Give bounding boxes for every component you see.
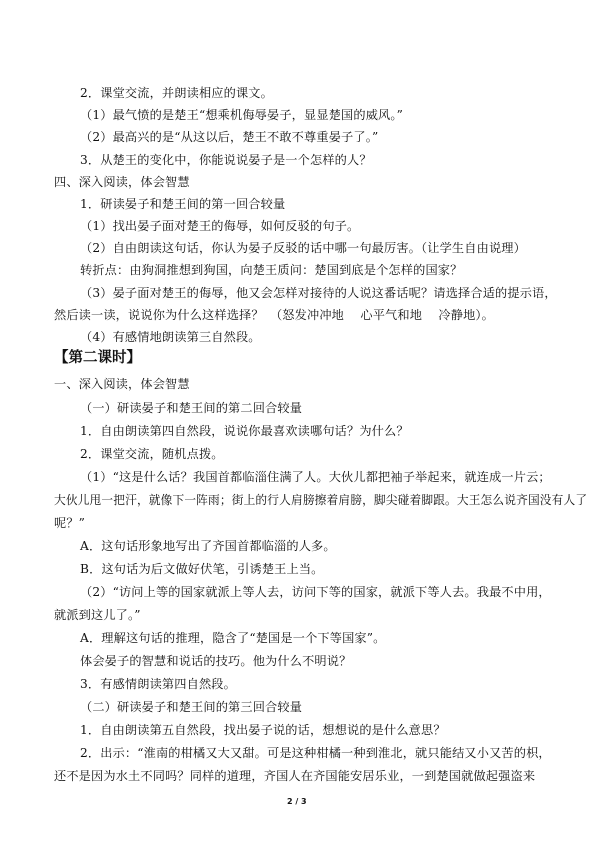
section-heading: 四、深入阅读，体会智慧 (54, 175, 190, 189)
text-line: B．这句话为后文做好伏笔，引诱楚王上当。 (80, 562, 324, 576)
text-line: （1）“这是什么话？我国首都临淄住满了人。大伙儿都把袖子举起来，就连成一片云； (80, 470, 551, 484)
text-line: （1）找出晏子面对楚王的侮辱，如何反驳的句子。 (80, 219, 360, 233)
text-line: 体会晏子的智慧和说话的技巧。他为什么不明说？ (80, 654, 352, 668)
text-line: 还不是因为水土不同吗？同样的道理，齐国人在齐国能安居乐业，一到楚国就做起强盗来 (54, 769, 536, 783)
text-line: （4）有感情地朗读第三自然段。 (80, 330, 261, 344)
text-line: 呢？” (54, 516, 86, 530)
text-line: 然后读一读，说说你为什么这样选择？ （怒发冲冲地 心平气和地 冷静地）。 (54, 308, 494, 322)
section-heading: 一、深入阅读，体会智慧 (54, 377, 190, 391)
text-line: 2．课堂交流，随机点拨。 (80, 447, 224, 461)
text-line: 3．从楚王的变化中，你能说说晏子是一个怎样的人？ (80, 153, 372, 167)
text-line: 1．研读晏子和楚王间的第一回合较量 (80, 197, 286, 211)
text-line: （3）晏子面对楚王的侮辱，他又会怎样对接待的人说这番话呢？请选择合适的提示语， (80, 286, 557, 300)
text-line: （2）自由朗读这句话，你认为晏子反驳的话中哪一句最厉害。（让学生自由说理） (80, 241, 526, 255)
text-line: A．理解这句话的推理，隐含了“楚国是一个下等国家”。 (80, 631, 386, 645)
text-line: A．这句话形象地写出了齐国首都临淄的人多。 (80, 539, 336, 553)
text-line: 就派到这儿了。” (54, 608, 141, 622)
text-line: （2）最高兴的是“从这以后，楚王不敢不尊重晏子了。” (80, 130, 379, 144)
text-line: （一）研读晏子和楚王间的第二回合较量 (80, 401, 303, 415)
text-line: 大伙儿甩一把汗，就像下一阵雨；街上的行人肩膀擦着肩膀，脚尖碰着脚跟。大王怎么说齐国没有人了 (54, 493, 588, 507)
text-line: 转折点：由狗洞推想到狗国，向楚王质问：楚国到底是个怎样的国家？ (80, 263, 463, 277)
text-line: 2．出示：“淮南的柑橘又大又甜。可是这种柑橘一种到淮北，就只能结又小又苦的枳， (80, 746, 551, 760)
text-line: 2．课堂交流，并朗读相应的课文。 (80, 86, 273, 100)
page-number: 2 / 3 (287, 797, 307, 806)
text-line: （1）最气愤的是楚王“想乘机侮辱晏子，显显楚国的威风。” (80, 108, 404, 122)
text-line: 3．有感情朗读第四自然段。 (80, 677, 236, 691)
text-line: （二）研读晏子和楚王间的第三回合较量 (80, 700, 303, 714)
text-line: 1．自由朗读第五自然段，找出晏子说的话，想想说的是什么意思？ (80, 723, 446, 737)
text-line: （2）“访问上等的国家就派上等人去，访问下等的国家，就派下等人去。我最不中用， (80, 585, 551, 599)
text-line: 1．自由朗读第四自然段，说说你最喜欢读哪句话？为什么？ (80, 424, 409, 438)
lesson-heading: 【第二课时】 (54, 350, 141, 366)
